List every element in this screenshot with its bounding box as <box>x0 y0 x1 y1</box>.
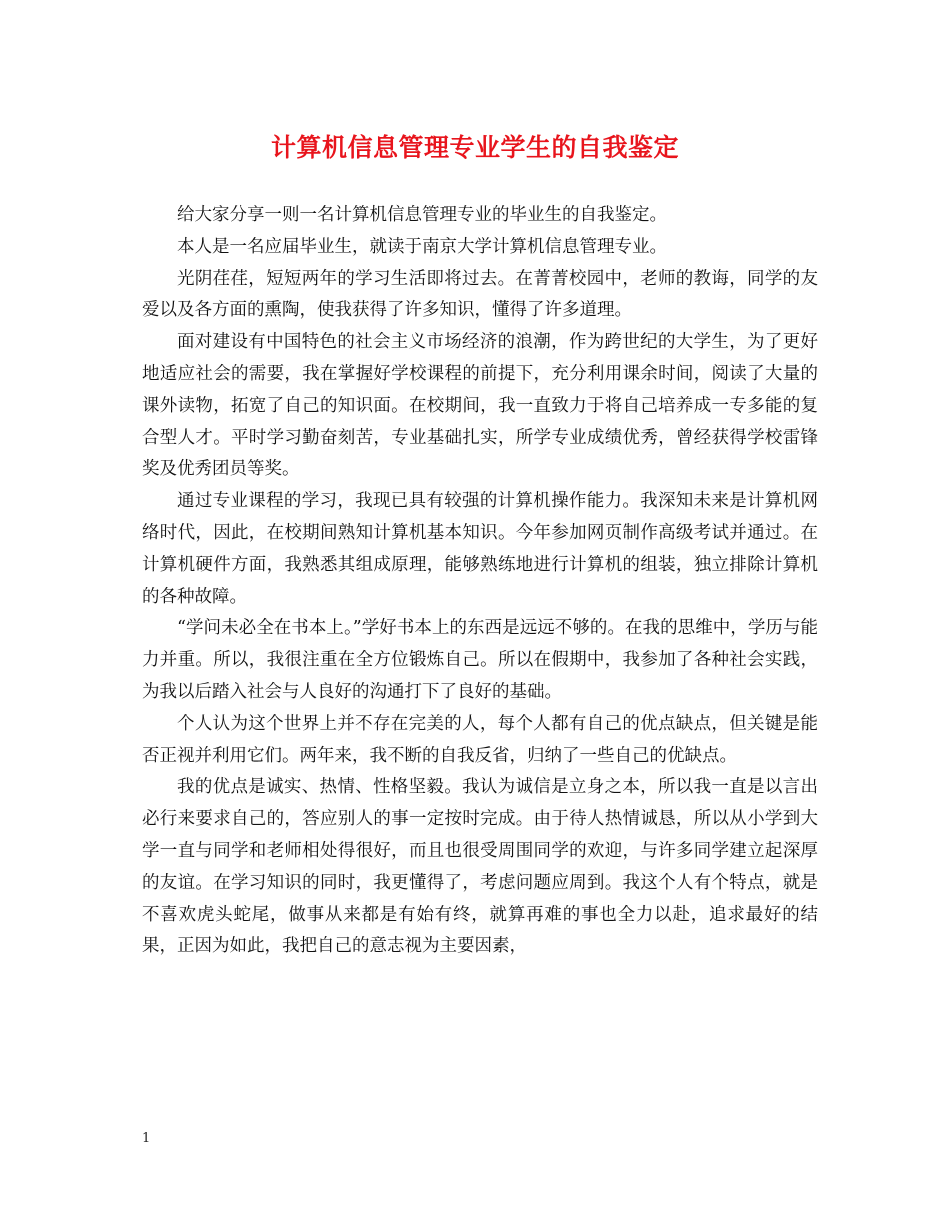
paragraph-4: 面对建设有中国特色的社会主义市场经济的浪潮，作为跨世纪的大学生，为了更好地适应社会的需要，我在掌握好学校课程的前提下，充分利用课余时间，阅读了大量的课外读物，拓宽了自己的知识面。在校期间，我一直致力于将自己培养成一专多能的复合型人才。平时学习勤奋刻苦，专业基础扎实，所学专业成绩优秀，曾经获得学校雷锋奖及优秀团员等奖。 <box>142 332 818 480</box>
paragraph-1: 给大家分享一则一名计算机信息管理专业的毕业生的自我鉴定。 <box>177 205 667 225</box>
paragraph-7: 个人认为这个世界上并不存在完美的人，每个人都有自己的优点缺点，但关键是能否正视并利用它们。两年来，我不断的自我反省，归纳了一些自己的优缺点。 <box>142 713 818 766</box>
paragraph-3: 光阴荏荏，短短两年的学习生活即将过去。在菁菁校园中，老师的教诲，同学的友爱以及各方面的熏陶，使我获得了许多知识，懂得了许多道理。 <box>142 268 818 321</box>
paragraph-6: “学问未必全在书本上。”学好书本上的东西是远远不够的。在我的思维中，学历与能力并重。所以，我很注重在全方位锻炼自己。所以在假期中，我参加了各种社会实践，为我以后踏入社会与人良好的沟通打下了良好的基础。 <box>142 618 818 702</box>
paragraph-8: 我的优点是诚实、热情、性格坚毅。我认为诚信是立身之本，所以我一直是以言出必行来要求自己的，答应别人的事一定按时完成。由于待人热情诚恳，所以从小学到大学一直与同学和老师相处得很好，而且也很受周围同学的欢迎，与许多同学建立起深厚的友谊。在学习知识的同时，我更懂得了，考虑问题应周到。我这个人有个特点，就是不喜欢虎头蛇尾，做事从来都是有始有终，就算再难的事也全力以赴，追求最好的结果，正因为如此，我把自己的意志视为主要因素， <box>142 777 818 957</box>
page-number: 1 <box>142 1131 151 1146</box>
document-body <box>142 200 818 963</box>
paragraph-5: 通过专业课程的学习，我现已具有较强的计算机操作能力。我深知未来是计算机网络时代，因此，在校期间熟知计算机基本知识。今年参加网页制作高级考试并通过。在计算机硬件方面，我熟悉其组成原理，能够熟练地进行计算机的组装，独立排除计算机的各种故障。 <box>142 491 818 607</box>
document-title: 计算机信息管理专业学生的自我鉴定 <box>270 133 679 162</box>
paragraph-2: 本人是一名应届毕业生，就读于南京大学计算机信息管理专业。 <box>177 236 667 257</box>
